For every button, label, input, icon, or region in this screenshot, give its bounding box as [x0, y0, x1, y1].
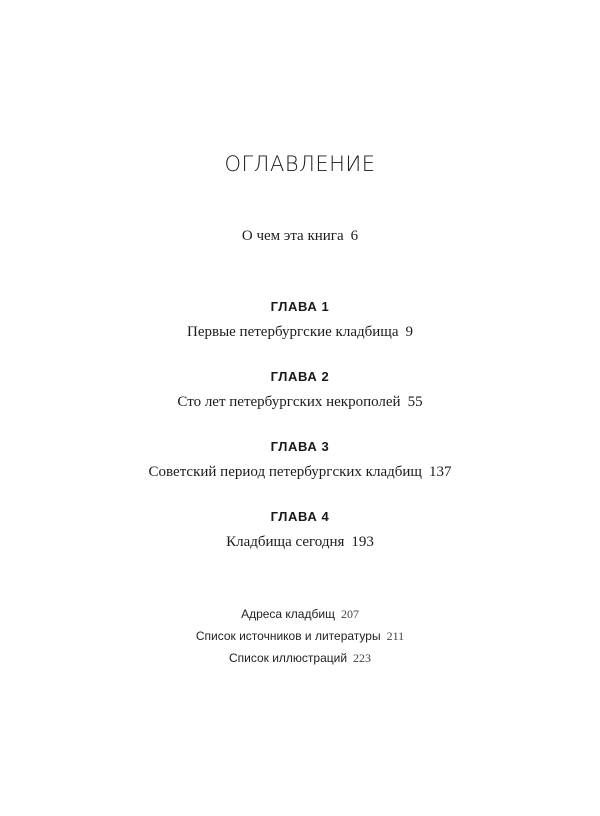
page-title: ОГЛАВЛЕНИЕ [224, 152, 376, 176]
toc-entry-chapter-3 [0, 464, 600, 481]
toc-page-number: 207 [340, 607, 359, 621]
toc-entry-intro [0, 228, 600, 245]
toc-page-number: 211 [386, 629, 405, 643]
toc-entry-chapter-2 [0, 394, 600, 411]
toc-entry-title: Советский период петербургских кладбищ [148, 464, 422, 480]
toc-appendix-title: Список источников и литературы [195, 629, 381, 643]
toc-appendix-title: Адреса кладбищ [241, 607, 335, 621]
toc-appendix-title: Список иллюстраций [228, 651, 348, 665]
toc-page-number: 9 [405, 324, 413, 340]
chapter-4-label: ГЛАВА 4 [270, 509, 330, 524]
toc-entry-chapter-1 [0, 324, 600, 341]
chapter-2-label: ГЛАВА 2 [270, 369, 330, 384]
toc-entry-title: О чем эта книга [241, 228, 344, 244]
toc-page-number: 137 [428, 464, 452, 480]
toc-page-number: 223 [353, 651, 372, 665]
toc-entry-title: Первые петербургские кладбища [187, 324, 399, 340]
toc-entry-title: Сто лет петербургских некрополей [177, 394, 401, 410]
toc-appendix-illustrations [0, 651, 600, 666]
chapter-1-label: ГЛАВА 1 [270, 299, 330, 314]
toc-appendix-sources [0, 629, 600, 644]
toc-appendix-addresses [0, 607, 600, 622]
toc-page-number: 55 [407, 394, 423, 410]
toc-entry-title: Кладбища сегодня [226, 534, 345, 550]
toc-page-number: 193 [351, 534, 374, 550]
toc-page-number: 6 [350, 228, 359, 244]
chapter-3-label: ГЛАВА 3 [270, 439, 330, 454]
toc-entry-chapter-4 [0, 534, 600, 551]
